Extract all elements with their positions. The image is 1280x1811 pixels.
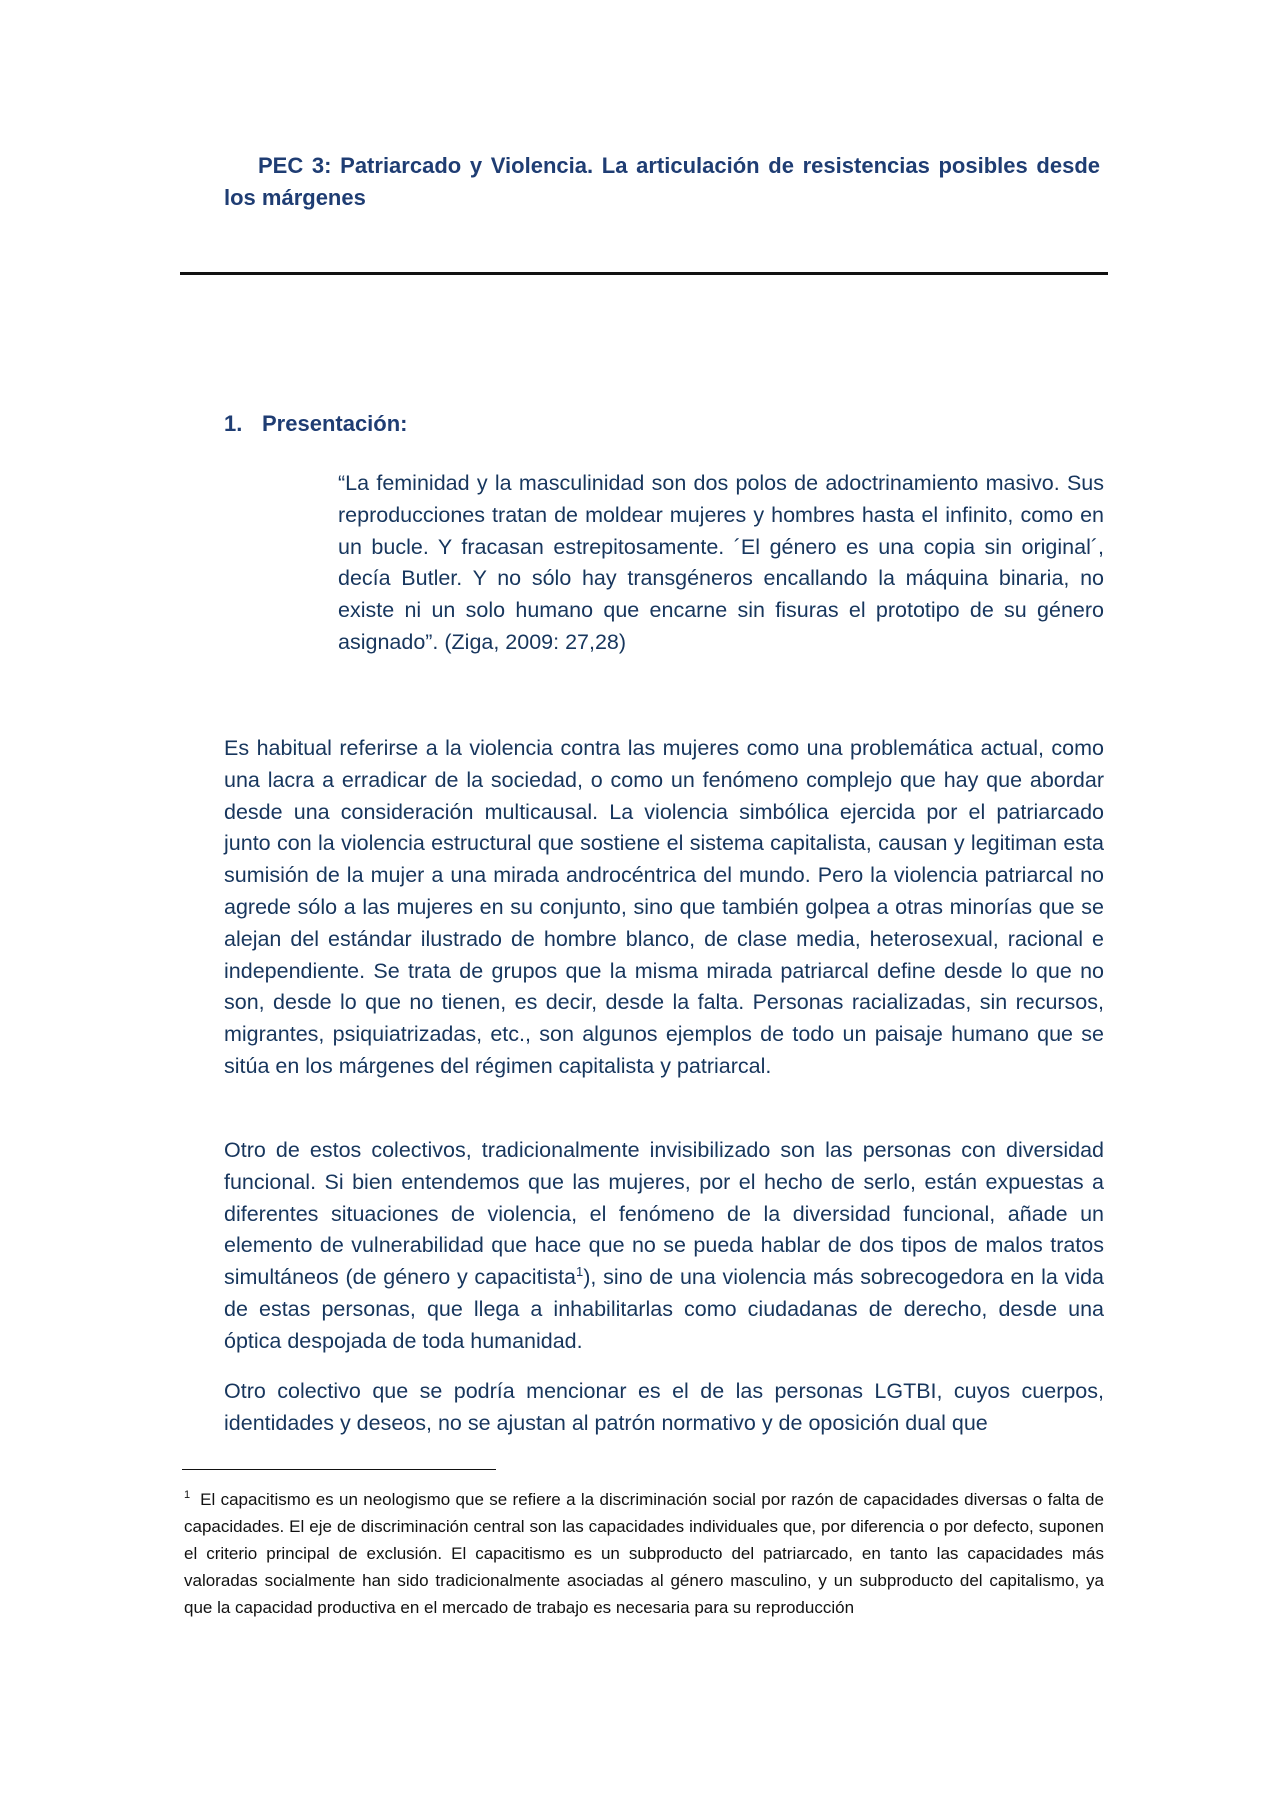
body-paragraph-3 [224,1376,1104,1440]
body-paragraph-1: Es habitual referirse a la violencia contra las mujeres como una problemática actual, como una lacra a erradicar de la sociedad, o como un fenómeno complejo que hay que abordar desde una consideración multicausal. La violencia simbólica ejercida por el patriarcado junto con la violencia estructural que sostiene el sistema capitalista, causan y legitiman esta sumisión de la mujer a una mirada androcéntrica del mundo. Pero la violencia patriarcal no agrede sólo a las mujeres en su conjunto, sino que también golpea a otras minorías que se alejan del estándar ilustrado de hombre blanco, de clase media, heterosexual, racional e independiente. Se trata de grupos que la misma mirada patriarcal define desde lo que no son, desde lo que no tienen, es decir, desde la falta. Personas racializadas, sin recursos, migrantes, psiquiatrizadas, etc., son algunos ejemplos de todo un paisaje humano que se sitúa en los márgenes del régimen capitalista y patriarcal. [224,736,1104,1078]
paragraph-2-text-end: ), sino de una violencia más sobrecogedora en la vida de estas personas, que llega a inhabilitarlas como ciudadanas de derecho, desde una óptica despojada de toda humanidad. [224,1265,1105,1353]
body-paragraph-2 [224,1135,1104,1358]
section-title: Presentación: [262,411,408,436]
footnote-mark: 1 [184,1489,191,1502]
paragraph-3-text: Otro colectivo que se podría mencionar es el de las personas LGTBI, cuyos cuerpos, identidades y deseos, no se ajustan al patrón normativo y de oposición dual que [224,1379,1104,1435]
footnote-text: El capacitismo es un neologismo que se refiere a la discriminación social por razón de capacidades diversas o falta de capacidades. El eje de discriminación central son las capacidades individuales que, por diferencia o por defecto, suponen el criterio principal de exclusión. El capacitismo es un subproducto del patriarcado, en tanto las capacidades más valoradas socialmente han sido tradicionalmente asociadas al género masculino, y un subproducto del capitalismo, ya que la capacidad productiva en el mercado de trabajo es necesaria para su reproducción [184,1490,1104,1617]
footnote-reference[interactable]: 1 [576,1264,584,1280]
footnote-divider [182,1469,496,1470]
section-heading [224,408,408,440]
title-divider [180,272,1108,275]
footnote [184,1486,1104,1621]
epigraph-quote: “La feminidad y la masculinidad son dos polos de adoctrinamiento masivo. Sus reproducciones tratan de moldear mujeres y hombres hasta el infinito, como en un bucle. Y fracasan estrepitosamente. ´El género es una copia sin original´, decía Butler. Y no sólo hay transgéneros encallando la máquina binaria, no existe ni un solo humano que encarne sin fisuras el prototipo de su género asignado”. (Ziga, 2009: 27,28) [338,471,1104,654]
section-number: 1. [224,411,243,436]
document-title: PEC 3: Patriarcado y Violencia. La articulación de resistencias posibles desde los márgenes [224,153,1100,210]
paragraph-2-text-start: Otro de estos colectivos, tradicionalmente invisibilizado son las personas con diversidad funcional. Si bien entendemos que las mujeres, por el hecho de serlo, están expuestas a diferentes situaciones de violencia, el fenómeno de la diversidad funcional, añade un elemento de vulnerabilidad que hace que no se pueda hablar de dos tipos de malos tratos simultáneos (de género y capacitista [224,1138,1104,1290]
